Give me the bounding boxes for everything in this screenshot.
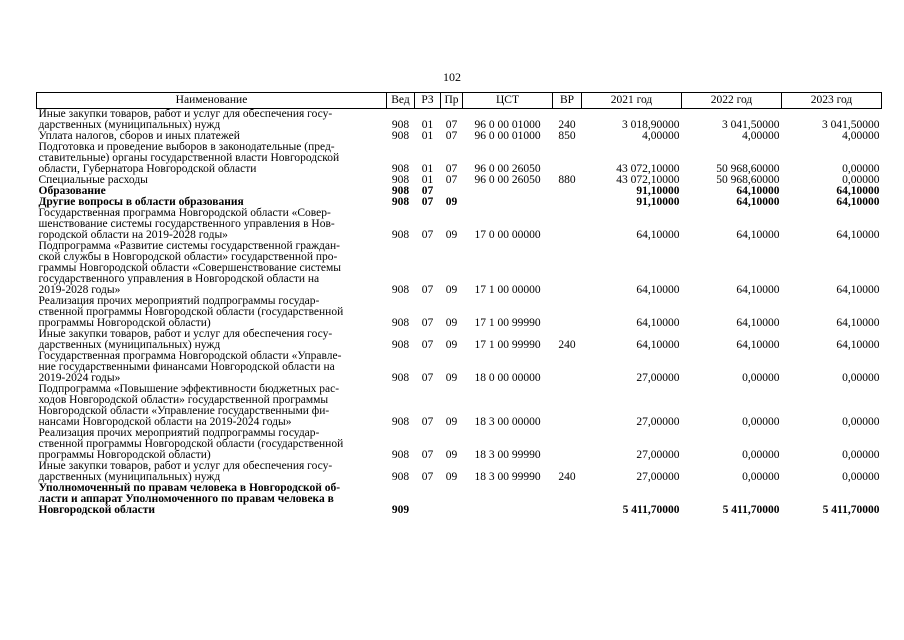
row-name-line: Реализация прочих мероприятий подпрограммы государ-: [38, 295, 320, 307]
vr-cell: [553, 351, 582, 384]
amount-2021-cell: 27,00000: [636, 449, 680, 461]
amount-2023-cell: 0,00000: [842, 372, 880, 384]
cst-cell: 18 3 00 99990: [474, 471, 541, 483]
table-row: [37, 296, 882, 329]
rz-cell: 07: [421, 416, 434, 428]
amount-2023-cell: 64,10000: [836, 317, 880, 329]
header-cst: ЦСТ: [463, 93, 553, 109]
ved-cell: 908: [391, 284, 410, 296]
pr-cell: 09: [445, 284, 458, 296]
vr-cell: 240: [558, 119, 576, 131]
amount-2021-cell: 64,10000: [636, 339, 680, 351]
row-name-line: Иные закупки товаров, работ и услуг для обеспечения госу-: [38, 328, 333, 340]
cst-cell: 18 0 00 00000: [474, 372, 541, 384]
table-row: [37, 384, 882, 428]
rz-cell: 07: [421, 185, 434, 197]
budget-table: [36, 92, 882, 516]
amount-2022-cell: 3 041,50000: [722, 119, 780, 131]
row-name-line: шенствование системы государственного управления в Нов-: [38, 218, 335, 230]
row-name-line: ской службы в Новгородской области» государственной про-: [38, 251, 338, 263]
cst-cell: 96 0 00 01000: [474, 130, 541, 142]
vr-cell: [553, 384, 582, 428]
amount-2022-cell: 0,00000: [742, 449, 780, 461]
row-name-line: 2019-2028 годы»: [38, 284, 121, 296]
table-row: [37, 142, 882, 175]
row-name-line: государственного управления в Новгородской области на: [38, 273, 320, 285]
amount-2021-cell: 43 072,10000: [616, 163, 680, 175]
ved-cell: 908: [391, 119, 410, 131]
pr-cell: 09: [445, 317, 458, 329]
row-name-line: дарственных (муниципальных) нужд: [38, 471, 221, 483]
vr-cell: 850: [558, 130, 576, 142]
vr-cell: [553, 428, 582, 461]
pr-cell: 09: [445, 471, 458, 483]
cst-cell: 96 0 00 01000: [474, 119, 541, 131]
row-name-line: ходов Новгородской области» государственной программы: [38, 394, 329, 406]
header-name: Наименование: [37, 93, 387, 109]
row-name-cell: [37, 329, 387, 351]
row-name-cell: [37, 461, 387, 483]
row-name-line: Уплата налогов, сборов и иных платежей: [38, 130, 240, 142]
header-vr: ВР: [553, 93, 582, 109]
row-name-line: нансами Новгородской области на 2019-2024 годы»: [38, 416, 292, 428]
amount-2022-cell: 64,10000: [736, 185, 780, 197]
table-row: [37, 428, 882, 461]
header-2023: 2023 год: [782, 93, 882, 109]
ved-cell: 908: [391, 372, 410, 384]
ved-cell: 908: [391, 449, 410, 461]
rz-cell: 01: [421, 130, 434, 142]
cst-cell: 96 0 00 26050: [474, 174, 541, 186]
amount-2021-cell: 27,00000: [636, 471, 680, 483]
row-name-line: Новгородской области: [38, 504, 156, 516]
vr-cell: [553, 197, 582, 208]
row-name-line: ставительные) органы государственной власти Новгородской: [38, 152, 340, 164]
table-row: [37, 483, 882, 516]
row-name-line: Иные закупки товаров, работ и услуг для обеспечения госу-: [38, 108, 333, 120]
rz-cell: 01: [421, 163, 434, 175]
amount-2022-cell: 64,10000: [736, 284, 780, 296]
row-name-line: ласти и аппарат Уполномоченного по правам человека в: [38, 493, 334, 505]
vr-cell: [553, 296, 582, 329]
rz-cell: [415, 483, 441, 516]
ved-cell: 908: [391, 130, 410, 142]
vr-cell: [553, 208, 582, 241]
row-name-line: Другие вопросы в области образования: [38, 196, 244, 208]
table-row: [37, 461, 882, 483]
rz-cell: 07: [421, 196, 434, 208]
row-name-cell: [37, 142, 387, 175]
header-ved: Вед: [387, 93, 415, 109]
header-2021: 2021 год: [582, 93, 682, 109]
pr-cell: 09: [445, 449, 458, 461]
ved-cell: 909: [391, 504, 410, 516]
amount-2023-cell: 0,00000: [842, 449, 880, 461]
table-row: [37, 351, 882, 384]
row-name-line: граммы Новгородской области «Совершенствование системы: [38, 262, 342, 274]
amount-2021-cell: 91,10000: [636, 196, 680, 208]
header-pr: Пр: [441, 93, 463, 109]
vr-cell: [553, 186, 582, 197]
amount-2022-cell: 5 411,70000: [722, 504, 780, 516]
amount-2021-cell: 91,10000: [636, 185, 680, 197]
amount-2022-cell: 50 968,60000: [716, 163, 780, 175]
ved-cell: 908: [391, 185, 410, 197]
row-name-line: 2019-2024 годы»: [38, 372, 121, 384]
row-name-cell: [37, 351, 387, 384]
table-body: [37, 109, 882, 517]
ved-cell: 908: [391, 317, 410, 329]
amount-2021-cell: 27,00000: [636, 372, 680, 384]
table-row: [37, 208, 882, 241]
ved-cell: 908: [391, 471, 410, 483]
ved-cell: 908: [391, 163, 410, 175]
rz-cell: 01: [421, 174, 434, 186]
cst-cell: 18 3 00 00000: [474, 416, 541, 428]
row-name-line: ственной программы Новгородской области (государственной: [38, 438, 344, 450]
pr-cell: 09: [445, 196, 458, 208]
amount-2022-cell: 64,10000: [736, 317, 780, 329]
amount-2021-cell: 64,10000: [636, 317, 680, 329]
rz-cell: 07: [421, 471, 434, 483]
row-name-line: Подпрограмма «Развитие системы государственной граждан-: [38, 240, 340, 252]
row-name-line: Специальные расходы: [38, 174, 148, 186]
row-name-line: дарственных (муниципальных) нужд: [38, 119, 221, 131]
table-row: [37, 241, 882, 296]
ved-cell: 908: [391, 339, 410, 351]
ved-cell: 908: [391, 196, 410, 208]
pr-cell: 09: [445, 416, 458, 428]
amount-2023-cell: 64,10000: [836, 339, 880, 351]
rz-cell: 07: [421, 317, 434, 329]
amount-2022-cell: 0,00000: [742, 471, 780, 483]
row-name-cell: [37, 109, 387, 132]
row-name-cell: [37, 296, 387, 329]
pr-cell: 07: [445, 119, 458, 131]
rz-cell: 07: [421, 372, 434, 384]
cst-cell: 17 1 00 99990: [474, 339, 541, 351]
ved-cell: 908: [391, 416, 410, 428]
table-row: [37, 329, 882, 351]
amount-2023-cell: 64,10000: [836, 284, 880, 296]
row-name-line: Уполномоченный по правам человека в Новгородской об-: [38, 482, 341, 494]
rz-cell: 07: [421, 449, 434, 461]
amount-2023-cell: 0,00000: [842, 174, 880, 186]
row-name-line: Подготовка и проведение выборов в законодательные (пред-: [38, 141, 335, 153]
ved-cell: 908: [391, 229, 410, 241]
amount-2022-cell: 64,10000: [736, 196, 780, 208]
amount-2023-cell: 0,00000: [842, 471, 880, 483]
cst-cell: 96 0 00 26050: [474, 163, 541, 175]
amount-2022-cell: 50 968,60000: [716, 174, 780, 186]
row-name-line: ние государственными финансами Новгородской области на: [38, 361, 335, 373]
rz-cell: 01: [421, 119, 434, 131]
row-name-line: программы Новгородской области): [38, 449, 211, 461]
pr-cell: 09: [445, 372, 458, 384]
cst-cell: 17 0 00 00000: [474, 229, 541, 241]
row-name-line: области, Губернатора Новгородской области: [38, 163, 257, 175]
ved-cell: 908: [391, 174, 410, 186]
row-name-cell: [37, 384, 387, 428]
header-rz: РЗ: [415, 93, 441, 109]
amount-2021-cell: 43 072,10000: [616, 174, 680, 186]
amount-2023-cell: 0,00000: [842, 163, 880, 175]
vr-cell: [553, 241, 582, 296]
row-name-cell: [37, 428, 387, 461]
pr-cell: 07: [445, 174, 458, 186]
amount-2022-cell: 0,00000: [742, 372, 780, 384]
row-name-line: дарственных (муниципальных) нужд: [38, 339, 221, 351]
amount-2023-cell: 64,10000: [836, 196, 880, 208]
cst-cell: [463, 197, 553, 208]
amount-2021-cell: 4,00000: [642, 130, 680, 142]
cst-cell: 17 1 00 00000: [474, 284, 541, 296]
rz-cell: 07: [421, 284, 434, 296]
row-name-cell: [37, 241, 387, 296]
cst-cell: 17 1 00 99990: [474, 317, 541, 329]
amount-2023-cell: 4,00000: [842, 130, 880, 142]
amount-2022-cell: 4,00000: [742, 130, 780, 142]
row-name-line: Новгородской области «Управление государственными фи-: [38, 405, 330, 417]
row-name-line: ственной программы Новгородской области (государственной: [38, 306, 344, 318]
cst-cell: 18 3 00 99990: [474, 449, 541, 461]
amount-2023-cell: 5 411,70000: [822, 504, 880, 516]
amount-2022-cell: 64,10000: [736, 229, 780, 241]
cst-cell: [463, 483, 553, 516]
row-name-line: городской области на 2019-2028 годы»: [38, 229, 228, 241]
amount-2022-cell: 0,00000: [742, 416, 780, 428]
row-name-line: Подпрограмма «Повышение эффективности бюджетных рас-: [38, 383, 340, 395]
amount-2023-cell: 0,00000: [842, 416, 880, 428]
amount-2023-cell: 64,10000: [836, 185, 880, 197]
amount-2023-cell: 3 041,50000: [822, 119, 880, 131]
page-number: 102: [443, 70, 461, 84]
row-name-line: Реализация прочих мероприятий подпрограммы государ-: [38, 427, 320, 439]
vr-cell: 240: [558, 339, 576, 351]
row-name-cell: [37, 208, 387, 241]
pr-cell: 07: [445, 163, 458, 175]
amount-2021-cell: 64,10000: [636, 229, 680, 241]
row-name-line: Государственная программа Новгородской области «Управле-: [38, 350, 342, 362]
rz-cell: 07: [421, 229, 434, 241]
amount-2021-cell: 3 018,90000: [622, 119, 680, 131]
pr-cell: 09: [445, 339, 458, 351]
vr-cell: [553, 483, 582, 516]
vr-cell: 240: [558, 471, 576, 483]
amount-2022-cell: 64,10000: [736, 339, 780, 351]
row-name-line: Иные закупки товаров, работ и услуг для обеспечения госу-: [38, 460, 333, 472]
pr-cell: [441, 483, 463, 516]
amount-2021-cell: 27,00000: [636, 416, 680, 428]
table-header-row: [37, 93, 882, 109]
rz-cell: 07: [421, 339, 434, 351]
row-name-line: программы Новгородской области): [38, 317, 211, 329]
header-2022: 2022 год: [682, 93, 782, 109]
row-name-cell: [37, 483, 387, 516]
amount-2021-cell: 5 411,70000: [622, 504, 680, 516]
row-name-line: Государственная программа Новгородской области «Совер-: [38, 207, 331, 219]
amount-2023-cell: 64,10000: [836, 229, 880, 241]
vr-cell: [553, 142, 582, 175]
amount-2021-cell: 64,10000: [636, 284, 680, 296]
vr-cell: 880: [558, 174, 576, 186]
row-name-line: Образование: [38, 185, 106, 197]
table-row: [37, 109, 882, 132]
cst-cell: [463, 186, 553, 197]
pr-cell: 09: [445, 229, 458, 241]
pr-cell: 07: [445, 130, 458, 142]
